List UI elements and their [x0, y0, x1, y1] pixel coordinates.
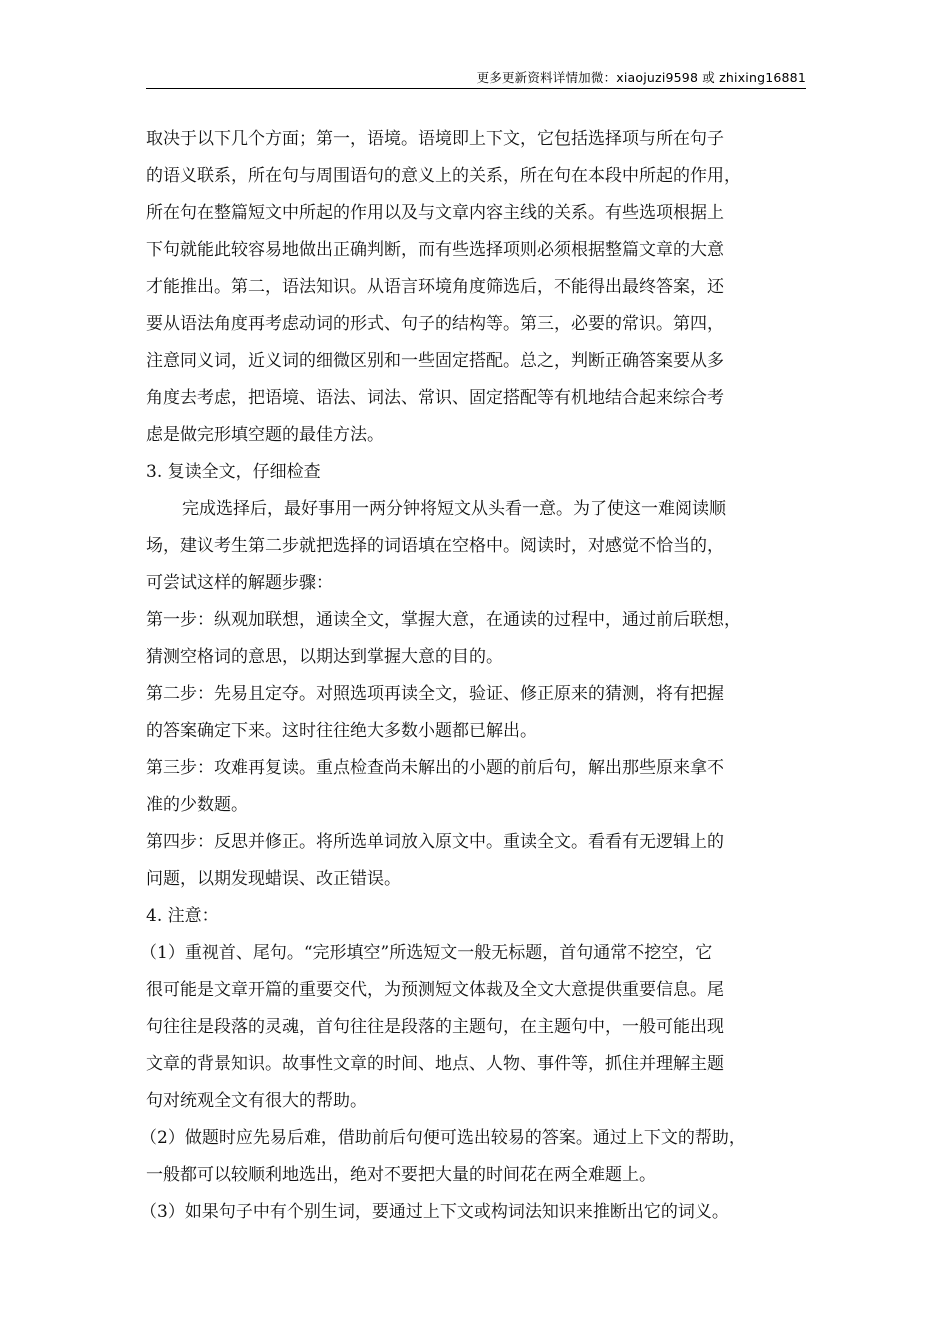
header-rule — [146, 88, 806, 89]
text-line: 一般都可以较顺利地选出，绝对不要把大量的时间花在两全难题上。 — [146, 1165, 656, 1185]
section-heading: 4. 注意： — [146, 906, 219, 926]
text-line: 准的少数题。 — [146, 795, 248, 815]
text-line: 所在句在整篇短文中所起的作用以及与文章内容主线的关系。有些选项根据上 — [146, 203, 724, 223]
section-heading: 3. 复读全文，仔细检查 — [146, 462, 321, 482]
text-line: 完成选择后，最好事用一两分钟将短文从头看一意。为了使这一难阅读顺 — [182, 499, 726, 519]
text-line: 才能推出。第二，语法知识。从语言环境角度筛选后，不能得出最终答案，还 — [146, 277, 724, 297]
step-line: 第四步：反思并修正。将所选单词放入原文中。重读全文。看看有无逻辑上的 — [146, 832, 724, 852]
text-line: 角度去考虑，把语境、语法、词法、常识、固定搭配等有机地结合起来综合考 — [146, 388, 724, 408]
note-line: （3）如果句子中有个别生词，要通过上下文或构词法知识来推断出它的词义。 — [140, 1202, 729, 1222]
text-line: 句对统观全文有很大的帮助。 — [146, 1091, 367, 1111]
text-line: 场，建议考生第二步就把选择的词语填在空格中。阅读时，对感觉不恰当的， — [146, 536, 724, 556]
text-line: 问题，以期发现蜡误、改正错误。 — [146, 869, 401, 889]
text-line: 文章的背景知识。故事性文章的时间、地点、人物、事件等，抓住并理解主题 — [146, 1054, 724, 1074]
text-line: 要从语法角度再考虑动词的形式、句子的结构等。第三，必要的常识。第四， — [146, 314, 724, 334]
text-line: 虑是做完形填空题的最佳方法。 — [146, 425, 384, 445]
text-line: 注意同义词，近义词的细微区别和一些固定搭配。总之，判断正确答案要从多 — [146, 351, 724, 371]
note-line: （2）做题时应先易后难，借助前后句便可选出较易的答案。通过上下文的帮助， — [140, 1128, 746, 1148]
text-line: 很可能是文章开篇的重要交代，为预测短文体裁及全文大意提供重要信息。尾 — [146, 980, 724, 1000]
text-line: 取决于以下几个方面；第一，语境。语境即上下文，它包括选择项与所在句子 — [146, 129, 724, 149]
text-line: 可尝试这样的解题步骤： — [146, 573, 333, 593]
text-line: 猜测空格词的意思，以期达到掌握大意的目的。 — [146, 647, 503, 667]
text-line: 的语义联系，所在句与周围语句的意义上的关系，所在句在本段中所起的作用， — [146, 166, 741, 186]
step-line: 第三步：攻难再复读。重点检查尚未解出的小题的前后句，解出那些原来拿不 — [146, 758, 724, 778]
text-line: 的答案确定下来。这时往往绝大多数小题都已解出。 — [146, 721, 537, 741]
page-header: 更多更新资料详情加微：xiaojuzi9598 或 zhixing16881 — [476, 70, 806, 85]
step-line: 第二步：先易且定夺。对照选项再读全文，验证、修正原来的猜测，将有把握 — [146, 684, 724, 704]
document-body — [140, 121, 811, 1231]
step-line: 第一步：纵观加联想，通读全文，掌握大意，在通读的过程中，通过前后联想， — [146, 610, 741, 630]
text-line: 下句就能此较容易地做出正确判断，而有些选择项则必须根据整篇文章的大意 — [146, 240, 724, 260]
note-line: （1）重视首、尾句。“完形填空”所选短文一般无标题，首句通常不挖空，它 — [140, 943, 713, 963]
text-line: 句往往是段落的灵魂，首句往往是段落的主题句，在主题句中，一般可能出现 — [146, 1017, 724, 1037]
